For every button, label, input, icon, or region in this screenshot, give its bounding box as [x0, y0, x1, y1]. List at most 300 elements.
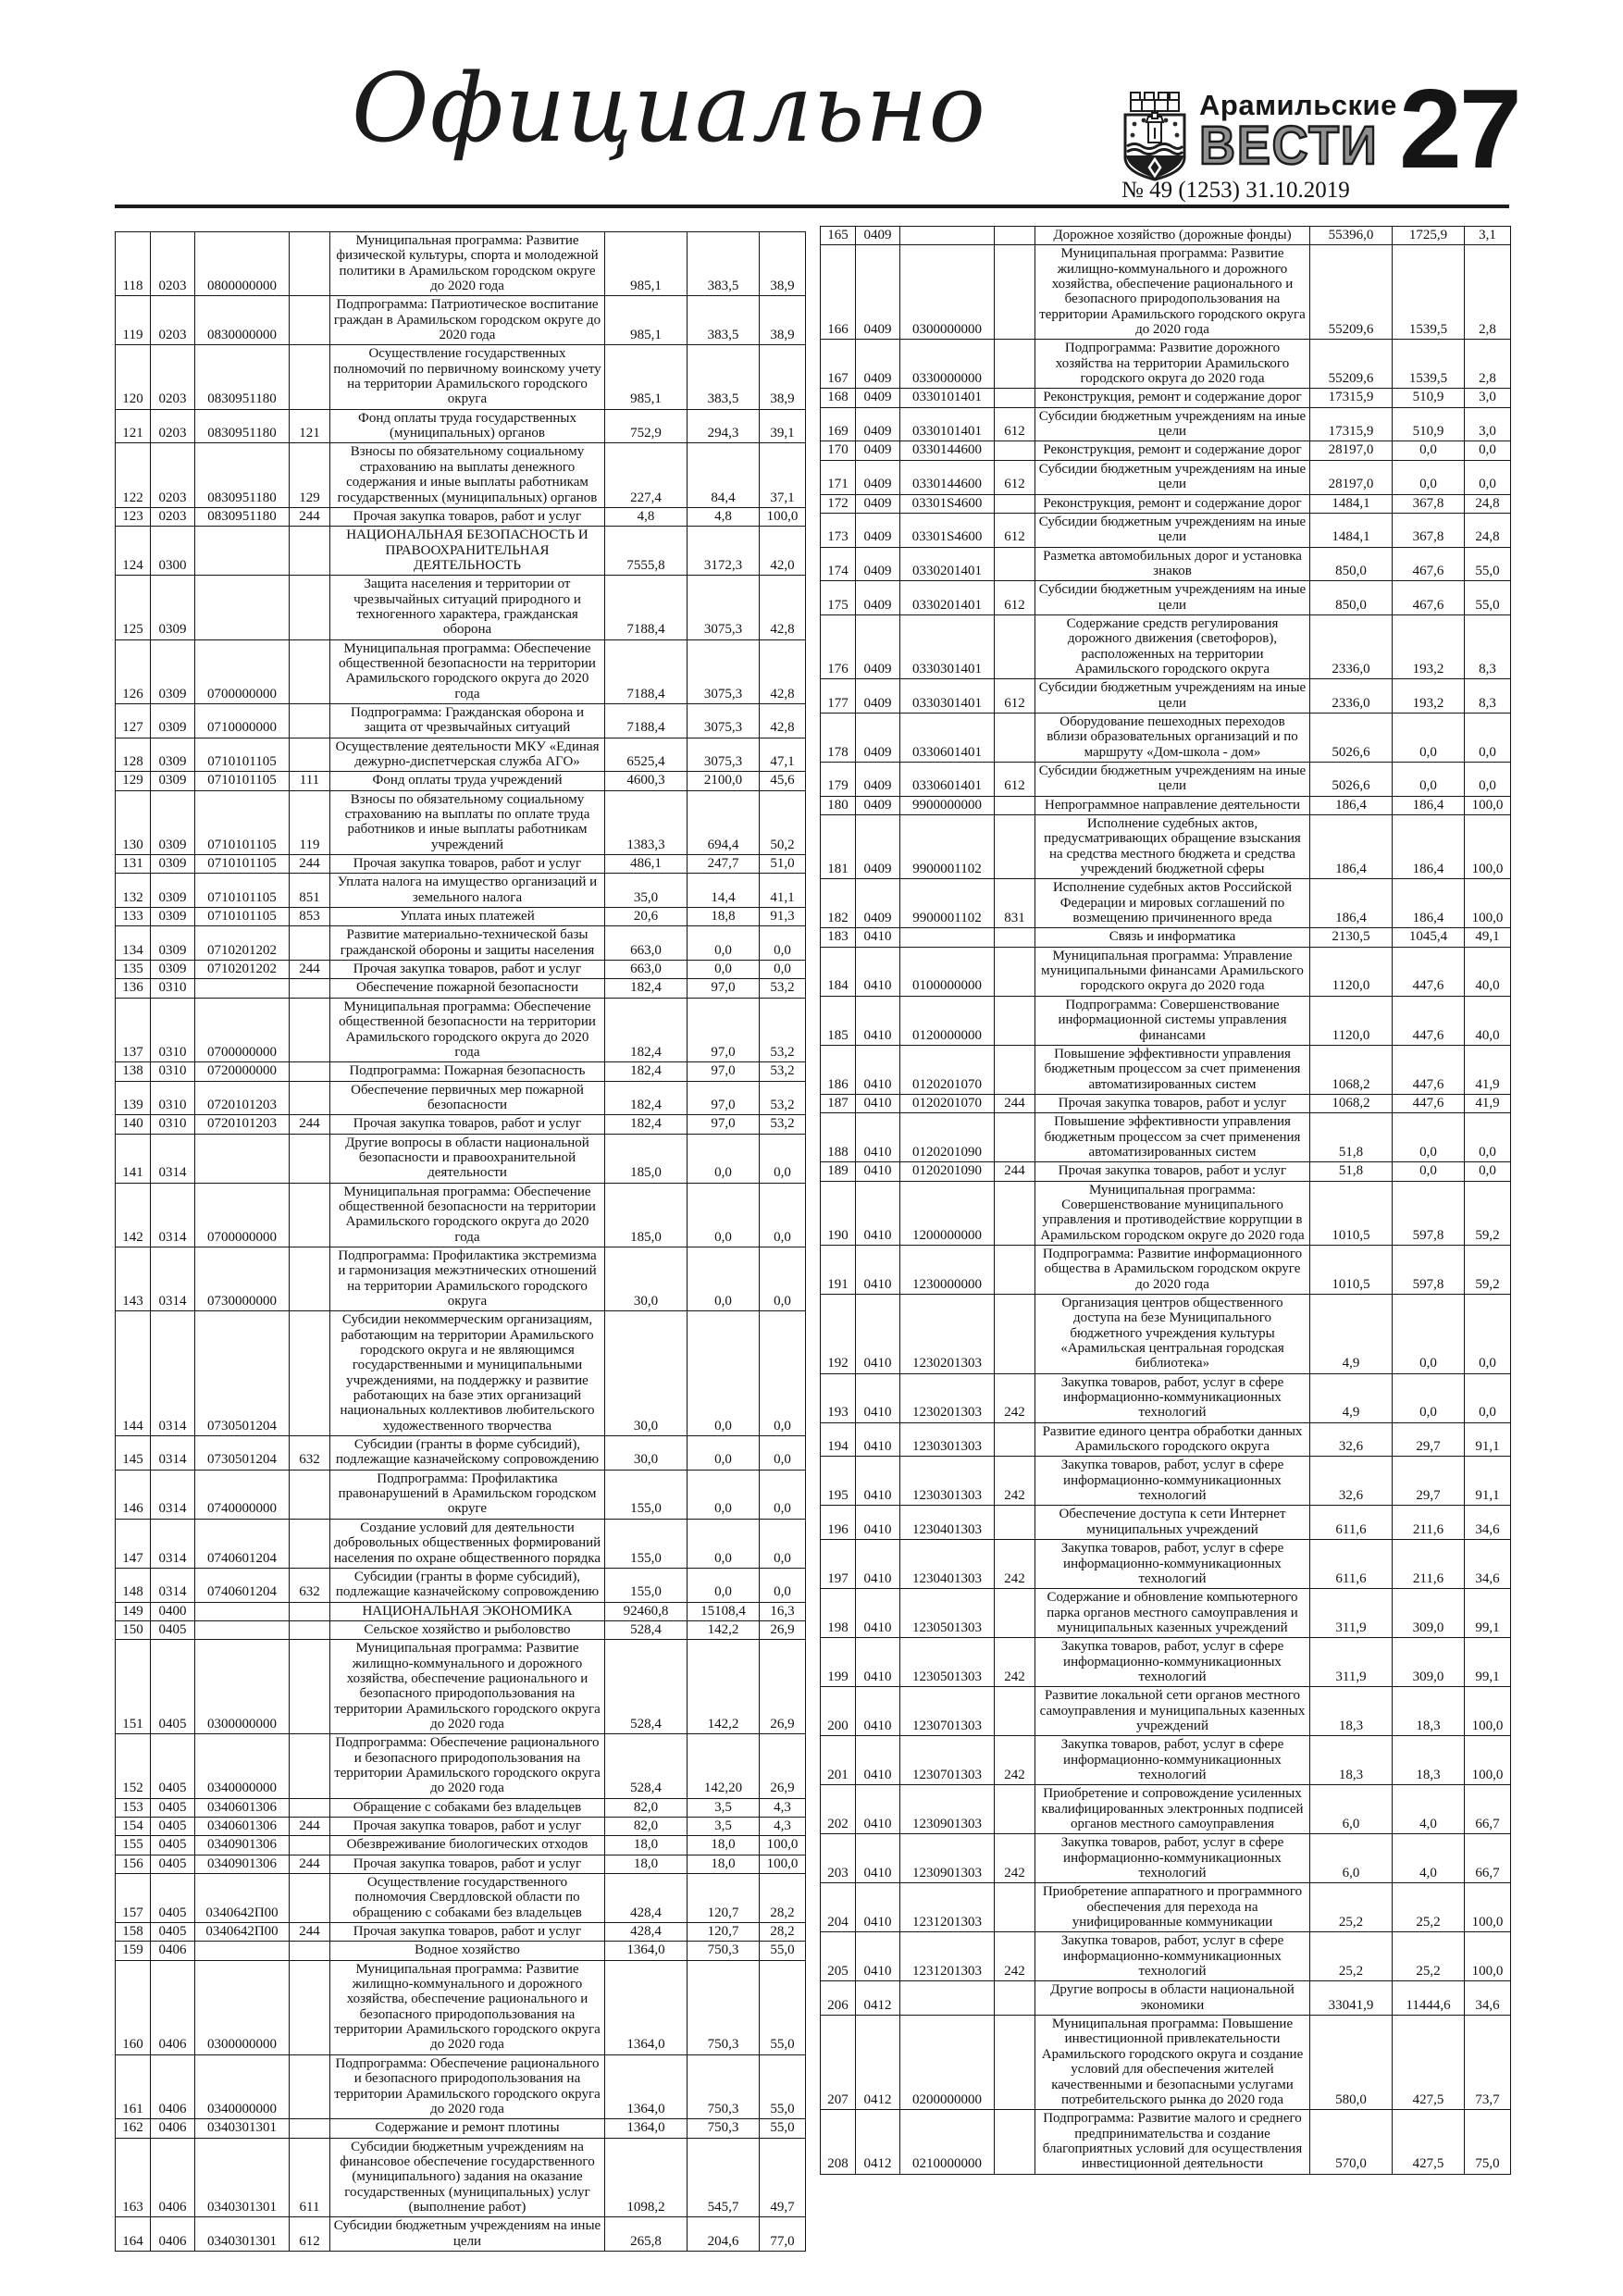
name-cell: Взносы по обязательному социальному страхованию на выплаты денежного содержания и иные выплаты работникам государственных (муниципальных) органов — [330, 443, 605, 507]
executed-cell: 467,6 — [1393, 581, 1465, 615]
percent-cell: 0,0 — [760, 1568, 806, 1602]
name-cell: Муниципальная программа: Развитие физической культуры, спорта и молодежной политики в Арамильском городском округе до 2020 года — [330, 232, 605, 296]
expense-type-cell — [290, 232, 330, 296]
executed-cell: 0,0 — [688, 1183, 760, 1247]
section-code-cell: 0406 — [151, 2217, 195, 2252]
executed-cell: 97,0 — [688, 1115, 760, 1134]
executed-cell: 3075,3 — [688, 703, 760, 738]
row-number-cell: 186 — [821, 1045, 856, 1094]
section-code-cell: 0203 — [151, 296, 195, 345]
row-number-cell: 185 — [821, 996, 856, 1045]
row-number-cell: 145 — [116, 1436, 151, 1471]
target-article-cell: 0210000000 — [900, 2110, 995, 2174]
target-article-cell: 1230201303 — [900, 1295, 995, 1374]
table-row — [116, 232, 806, 296]
target-article-cell: 0340901306 — [195, 1855, 290, 1873]
row-number-cell: 177 — [821, 679, 856, 714]
approved-cell: 311,9 — [1310, 1638, 1393, 1687]
expense-type-cell — [995, 1113, 1035, 1162]
executed-cell: 0,0 — [1393, 1373, 1465, 1422]
executed-cell: 247,7 — [688, 855, 760, 874]
approved-cell: 20,6 — [605, 908, 688, 926]
section-code-cell: 0406 — [151, 2119, 195, 2138]
approved-cell: 92460,8 — [605, 1602, 688, 1620]
name-cell: Уплата иных платежей — [330, 908, 605, 926]
table-row — [116, 2119, 806, 2138]
approved-cell: 2336,0 — [1310, 679, 1393, 714]
percent-cell: 91,3 — [760, 908, 806, 926]
name-cell: Обращение с собаками без владельцев — [330, 1798, 605, 1817]
approved-cell: 25,2 — [1310, 1932, 1393, 1981]
section-code-cell: 0310 — [151, 1081, 195, 1115]
approved-cell: 1120,0 — [1310, 947, 1393, 996]
executed-cell: 447,6 — [1393, 1045, 1465, 1094]
table-row — [821, 1540, 1511, 1589]
name-cell: Закупка товаров, работ, услуг в сфере информационно-коммуникационных технологий — [1035, 1540, 1310, 1589]
target-article-cell: 0340601306 — [195, 1818, 290, 1836]
percent-cell: 53,2 — [760, 1081, 806, 1115]
name-cell: Осуществление деятельности МКУ «Единая дежурно-диспетчерская служба АГО» — [330, 738, 605, 772]
name-cell: Подпрограмма: Профилактика правонарушений в Арамильском городском округе — [330, 1470, 605, 1519]
table-row — [821, 2016, 1511, 2110]
approved-cell: 18,3 — [1310, 1736, 1393, 1785]
row-number-cell: 182 — [821, 879, 856, 928]
row-number-cell: 118 — [116, 232, 151, 296]
row-number-cell: 126 — [116, 639, 151, 703]
row-number-cell: 155 — [116, 1836, 151, 1855]
target-article-cell: 0830951180 — [195, 507, 290, 526]
target-article-cell: 9900000000 — [900, 796, 995, 814]
expense-type-cell — [290, 979, 330, 998]
expense-type-cell — [995, 227, 1035, 245]
target-article-cell: 0330101401 — [900, 389, 995, 407]
executed-cell: 211,6 — [1393, 1540, 1465, 1589]
section-code-cell: 0412 — [856, 2110, 900, 2174]
section-code-cell: 0309 — [151, 908, 195, 926]
percent-cell: 100,0 — [760, 1855, 806, 1873]
row-number-cell: 204 — [821, 1883, 856, 1932]
target-article-cell: 1230501303 — [900, 1638, 995, 1687]
section-code-cell: 0314 — [151, 1436, 195, 1471]
row-number-cell: 132 — [116, 874, 151, 908]
executed-cell: 18,8 — [688, 908, 760, 926]
section-code-cell: 0203 — [151, 409, 195, 443]
table-row — [116, 1874, 806, 1923]
approved-cell: 4,8 — [605, 507, 688, 526]
name-cell: Обеспечение пожарной безопасности — [330, 979, 605, 998]
table-row — [821, 407, 1511, 441]
page-section-title: Официально — [352, 54, 986, 164]
section-code-cell: 0405 — [151, 1734, 195, 1798]
approved-cell: 227,4 — [605, 443, 688, 507]
target-article-cell: 0710101105 — [195, 908, 290, 926]
approved-cell: 5026,6 — [1310, 763, 1393, 797]
section-code-cell: 0410 — [856, 1181, 900, 1245]
expense-type-cell: 851 — [290, 874, 330, 908]
percent-cell: 41,9 — [1465, 1045, 1511, 1094]
row-number-cell: 149 — [116, 1602, 151, 1620]
section-code-cell: 0409 — [856, 227, 900, 245]
section-code-cell: 0310 — [151, 979, 195, 998]
row-number-cell: 190 — [821, 1181, 856, 1245]
executed-cell: 97,0 — [688, 1062, 760, 1081]
table-row — [821, 928, 1511, 947]
row-number-cell: 180 — [821, 796, 856, 814]
section-code-cell: 0410 — [856, 1373, 900, 1422]
table-row — [116, 738, 806, 772]
percent-cell: 0,0 — [1465, 1113, 1511, 1162]
table-row — [116, 507, 806, 526]
table-row — [116, 1062, 806, 1081]
row-number-cell: 129 — [116, 772, 151, 790]
table-row — [116, 1436, 806, 1471]
approved-cell: 850,0 — [1310, 581, 1393, 615]
target-article-cell — [195, 1602, 290, 1620]
percent-cell: 40,0 — [1465, 996, 1511, 1045]
percent-cell: 0,0 — [760, 1436, 806, 1471]
section-code-cell: 0405 — [151, 1874, 195, 1923]
approved-cell: 1010,5 — [1310, 1181, 1393, 1245]
expense-type-cell: 244 — [995, 1162, 1035, 1181]
expense-type-cell: 612 — [995, 460, 1035, 494]
row-number-cell: 184 — [821, 947, 856, 996]
target-article-cell: 0700000000 — [195, 1183, 290, 1247]
name-cell: Субсидии бюджетным учреждениям на иные цели — [1035, 581, 1310, 615]
table-row — [116, 296, 806, 345]
row-number-cell: 181 — [821, 815, 856, 879]
table-row — [116, 2138, 806, 2217]
approved-cell: 82,0 — [605, 1798, 688, 1817]
executed-cell: 25,2 — [1393, 1932, 1465, 1981]
name-cell: Приобретение и сопровождение усиленных квалифицированных электронных подписей органов местного самоуправления — [1035, 1785, 1310, 1834]
approved-cell: 186,4 — [1310, 796, 1393, 814]
approved-cell: 51,8 — [1310, 1113, 1393, 1162]
expense-type-cell: 612 — [290, 2217, 330, 2252]
row-number-cell: 152 — [116, 1734, 151, 1798]
target-article-cell: 1230501303 — [900, 1589, 995, 1638]
name-cell: Защита населения и территории от чрезвычайных ситуаций природного и техногенного характера, гражданская оборона — [330, 576, 605, 639]
percent-cell: 55,0 — [760, 1960, 806, 2054]
executed-cell: 3,5 — [688, 1818, 760, 1836]
target-article-cell — [195, 1134, 290, 1183]
table-row — [821, 340, 1511, 389]
row-number-cell: 189 — [821, 1162, 856, 1181]
row-number-cell: 128 — [116, 738, 151, 772]
row-number-cell: 164 — [116, 2217, 151, 2252]
section-code-cell: 0409 — [856, 389, 900, 407]
target-article-cell — [900, 227, 995, 245]
percent-cell: 100,0 — [760, 507, 806, 526]
expense-type-cell: 242 — [995, 1638, 1035, 1687]
expense-type-cell — [290, 1062, 330, 1081]
executed-cell: 0,0 — [1393, 441, 1465, 460]
row-number-cell: 119 — [116, 296, 151, 345]
target-article-cell: 0740601204 — [195, 1568, 290, 1602]
target-article-cell: 1230901303 — [900, 1834, 995, 1883]
section-code-cell: 0410 — [856, 1687, 900, 1736]
executed-cell: 18,3 — [1393, 1687, 1465, 1736]
percent-cell: 53,2 — [760, 1062, 806, 1081]
table-row — [116, 926, 806, 961]
name-cell: Прочая закупка товаров, работ и услуг — [330, 1923, 605, 1942]
row-number-cell: 175 — [821, 581, 856, 615]
expense-type-cell — [995, 245, 1035, 340]
table-row — [821, 441, 1511, 460]
name-cell: Подпрограмма: Развитие дорожного хозяйства на территории Арамильского городского округа до 2020 года — [1035, 340, 1310, 389]
percent-cell: 59,2 — [1465, 1181, 1511, 1245]
table-row — [821, 1113, 1511, 1162]
percent-cell: 0,0 — [760, 1470, 806, 1519]
target-article-cell: 0700000000 — [195, 998, 290, 1061]
paper-name-bottom: ВЕСТИ — [1199, 115, 1379, 176]
expense-type-cell — [995, 441, 1035, 460]
approved-cell: 186,4 — [1310, 879, 1393, 928]
expense-type-cell: 244 — [995, 1094, 1035, 1112]
page-number: 27 — [1399, 66, 1519, 192]
approved-cell: 663,0 — [605, 926, 688, 961]
row-number-cell: 171 — [821, 460, 856, 494]
expense-type-cell: 612 — [995, 763, 1035, 797]
table-row — [821, 1932, 1511, 1981]
expense-type-cell: 244 — [290, 507, 330, 526]
target-article-cell: 1230301303 — [900, 1422, 995, 1457]
target-article-cell: 0340601306 — [195, 1798, 290, 1817]
target-article-cell: 0340642П00 — [195, 1923, 290, 1942]
approved-cell: 82,0 — [605, 1818, 688, 1836]
target-article-cell: 1230401303 — [900, 1506, 995, 1540]
target-article-cell — [195, 1620, 290, 1639]
target-article-cell: 1231201303 — [900, 1932, 995, 1981]
approved-cell: 1364,0 — [605, 1942, 688, 1960]
approved-cell: 18,0 — [605, 1836, 688, 1855]
row-number-cell: 203 — [821, 1834, 856, 1883]
expense-type-cell — [290, 998, 330, 1061]
expense-type-cell — [995, 389, 1035, 407]
section-code-cell: 0409 — [856, 879, 900, 928]
percent-cell: 0,0 — [1465, 1295, 1511, 1374]
percent-cell: 0,0 — [760, 1247, 806, 1310]
name-cell: Субсидии (гранты в форме субсидий), подлежащие казначейскому сопровождению — [330, 1568, 605, 1602]
table-row — [821, 494, 1511, 513]
row-number-cell: 172 — [821, 494, 856, 513]
percent-cell: 99,1 — [1465, 1589, 1511, 1638]
executed-cell: 694,4 — [688, 790, 760, 854]
expense-type-cell: 242 — [995, 1373, 1035, 1422]
approved-cell: 985,1 — [605, 345, 688, 409]
table-row — [821, 796, 1511, 814]
row-number-cell: 137 — [116, 998, 151, 1061]
name-cell: Субсидии бюджетным учреждениям на иные цели — [1035, 679, 1310, 714]
row-number-cell: 168 — [821, 389, 856, 407]
expense-type-cell — [290, 296, 330, 345]
percent-cell: 100,0 — [1465, 1932, 1511, 1981]
section-code-cell: 0310 — [151, 998, 195, 1061]
percent-cell: 42,0 — [760, 527, 806, 576]
row-number-cell: 169 — [821, 407, 856, 441]
section-code-cell: 0309 — [151, 855, 195, 874]
row-number-cell: 125 — [116, 576, 151, 639]
name-cell: Обеспечение доступа к сети Интернет муниципальных учреждений — [1035, 1506, 1310, 1540]
row-number-cell: 207 — [821, 2016, 856, 2110]
executed-cell: 142,20 — [688, 1734, 760, 1798]
percent-cell: 16,3 — [760, 1602, 806, 1620]
expense-type-cell: 612 — [995, 407, 1035, 441]
executed-cell: 0,0 — [688, 1470, 760, 1519]
row-number-cell: 195 — [821, 1457, 856, 1506]
table-row — [821, 1457, 1511, 1506]
table-row — [116, 1568, 806, 1602]
executed-cell: 0,0 — [688, 1519, 760, 1568]
executed-cell: 750,3 — [688, 1960, 760, 2054]
name-cell: Развитие единого центра обработки данных Арамильского городского округа — [1035, 1422, 1310, 1457]
expense-type-cell — [995, 1687, 1035, 1736]
row-number-cell: 127 — [116, 703, 151, 738]
table-row — [116, 1855, 806, 1873]
row-number-cell: 131 — [116, 855, 151, 874]
expense-type-cell: 242 — [995, 1457, 1035, 1506]
table-row — [116, 1734, 806, 1798]
executed-cell: 1725,9 — [1393, 227, 1465, 245]
executed-cell: 97,0 — [688, 998, 760, 1061]
approved-cell: 265,8 — [605, 2217, 688, 2252]
row-number-cell: 202 — [821, 1785, 856, 1834]
target-article-cell: 0120201070 — [900, 1045, 995, 1094]
target-article-cell: 0300000000 — [195, 1960, 290, 2054]
percent-cell: 8,3 — [1465, 679, 1511, 714]
percent-cell: 3,1 — [1465, 227, 1511, 245]
name-cell: Закупка товаров, работ, услуг в сфере информационно-коммуникационных технологий — [1035, 1638, 1310, 1687]
table-row — [116, 527, 806, 576]
executed-cell: 750,3 — [688, 2119, 760, 2138]
section-code-cell: 0409 — [856, 581, 900, 615]
approved-cell: 528,4 — [605, 1620, 688, 1639]
expense-type-cell: 612 — [995, 581, 1035, 615]
row-number-cell: 208 — [821, 2110, 856, 2174]
name-cell: Прочая закупка товаров, работ и услуг — [330, 507, 605, 526]
section-code-cell: 0409 — [856, 614, 900, 678]
row-number-cell: 124 — [116, 527, 151, 576]
percent-cell: 4,3 — [760, 1798, 806, 1817]
percent-cell: 75,0 — [1465, 2110, 1511, 2174]
approved-cell: 18,3 — [1310, 1687, 1393, 1736]
table-row — [116, 443, 806, 507]
section-code-cell: 0409 — [856, 713, 900, 762]
approved-cell: 55209,6 — [1310, 245, 1393, 340]
target-article-cell: 0730000000 — [195, 1247, 290, 1310]
table-row — [821, 1162, 1511, 1181]
executed-cell: 4,0 — [1393, 1785, 1465, 1834]
executed-cell: 15108,4 — [688, 1602, 760, 1620]
table-row — [116, 1081, 806, 1115]
executed-cell: 14,4 — [688, 874, 760, 908]
percent-cell: 55,0 — [760, 2119, 806, 2138]
expense-type-cell — [995, 1981, 1035, 2016]
approved-cell: 985,1 — [605, 232, 688, 296]
name-cell: Фонд оплаты труда государственных (муниципальных) органов — [330, 409, 605, 443]
table-row — [116, 409, 806, 443]
percent-cell: 55,0 — [760, 2054, 806, 2118]
section-code-cell: 0309 — [151, 772, 195, 790]
target-article-cell: 0330101401 — [900, 407, 995, 441]
expense-type-cell — [995, 494, 1035, 513]
row-number-cell: 198 — [821, 1589, 856, 1638]
target-article-cell: 0340301301 — [195, 2119, 290, 2138]
executed-cell: 18,0 — [688, 1836, 760, 1855]
percent-cell: 53,2 — [760, 1115, 806, 1134]
name-cell: Субсидии бюджетным учреждениям на финансовое обеспечение государственного (муниципального) задания на оказание государственных (муниципальных) услуг (выполнение работ) — [330, 2138, 605, 2217]
executed-cell: 0,0 — [688, 1568, 760, 1602]
name-cell: Водное хозяйство — [330, 1942, 605, 1960]
percent-cell: 26,9 — [760, 1620, 806, 1639]
name-cell: Осуществление государственного полномочия Свердловской области по обращению с собаками без владельцев — [330, 1874, 605, 1923]
name-cell: Реконструкция, ремонт и содержание дорог — [1035, 494, 1310, 513]
target-article-cell: 0720101203 — [195, 1081, 290, 1115]
name-cell: Подпрограмма: Развитие информационного общества в Арамильском городском округе до 2020 года — [1035, 1245, 1310, 1294]
expense-type-cell — [290, 703, 330, 738]
target-article-cell: 9900001102 — [900, 879, 995, 928]
executed-cell: 186,4 — [1393, 796, 1465, 814]
name-cell: Субсидии бюджетным учреждениям на иные цели — [1035, 407, 1310, 441]
executed-cell: 11444,6 — [1393, 1981, 1465, 2016]
section-code-cell: 0300 — [151, 527, 195, 576]
approved-cell: 1120,0 — [1310, 996, 1393, 1045]
approved-cell: 611,6 — [1310, 1540, 1393, 1589]
row-number-cell: 178 — [821, 713, 856, 762]
row-number-cell: 138 — [116, 1062, 151, 1081]
percent-cell: 100,0 — [1465, 1687, 1511, 1736]
row-number-cell: 162 — [116, 2119, 151, 2138]
table-row — [116, 1923, 806, 1942]
percent-cell: 66,7 — [1465, 1834, 1511, 1883]
target-article-cell: 0330301401 — [900, 614, 995, 678]
name-cell: Взносы по обязательному социальному страхованию на выплаты по оплате труда работников и иные выплаты работникам учреждений — [330, 790, 605, 854]
target-article-cell: 1230901303 — [900, 1785, 995, 1834]
percent-cell: 37,1 — [760, 443, 806, 507]
name-cell: Муниципальная программа: Обеспечение общественной безопасности на территории Арамильского городского округа до 2020 года — [330, 1183, 605, 1247]
percent-cell: 53,2 — [760, 979, 806, 998]
approved-cell: 528,4 — [605, 1734, 688, 1798]
target-article-cell: 0710101105 — [195, 874, 290, 908]
executed-cell: 193,2 — [1393, 614, 1465, 678]
row-number-cell: 120 — [116, 345, 151, 409]
row-number-cell: 174 — [821, 547, 856, 581]
approved-cell: 985,1 — [605, 296, 688, 345]
table-row — [116, 345, 806, 409]
target-article-cell: 0710101105 — [195, 738, 290, 772]
percent-cell: 38,9 — [760, 232, 806, 296]
percent-cell: 0,0 — [760, 961, 806, 979]
approved-cell: 182,4 — [605, 1081, 688, 1115]
name-cell: Подпрограмма: Обеспечение рационального и безопасного природопользования на территории Арамильского городского округа до 2020 года — [330, 2054, 605, 2118]
approved-cell: 182,4 — [605, 979, 688, 998]
approved-cell: 486,1 — [605, 855, 688, 874]
expense-type-cell: 119 — [290, 790, 330, 854]
name-cell: Реконструкция, ремонт и содержание дорог — [1035, 389, 1310, 407]
percent-cell: 91,1 — [1465, 1422, 1511, 1457]
row-number-cell: 142 — [116, 1183, 151, 1247]
approved-cell: 850,0 — [1310, 547, 1393, 581]
name-cell: Закупка товаров, работ, услуг в сфере информационно-коммуникационных технологий — [1035, 1834, 1310, 1883]
expense-type-cell — [290, 1247, 330, 1310]
section-code-cell: 0310 — [151, 1062, 195, 1081]
approved-cell: 182,4 — [605, 1115, 688, 1134]
table-row — [821, 1834, 1511, 1883]
table-row — [821, 581, 1511, 615]
executed-cell: 309,0 — [1393, 1638, 1465, 1687]
name-cell: Муниципальная программа: Развитие жилищно-коммунального и дорожного хозяйства, обеспечение рационального и безопасного природопользования на территории Арамильского городского округа до 2020 года — [330, 1960, 605, 2054]
percent-cell: 55,0 — [1465, 547, 1511, 581]
section-code-cell: 0409 — [856, 679, 900, 714]
